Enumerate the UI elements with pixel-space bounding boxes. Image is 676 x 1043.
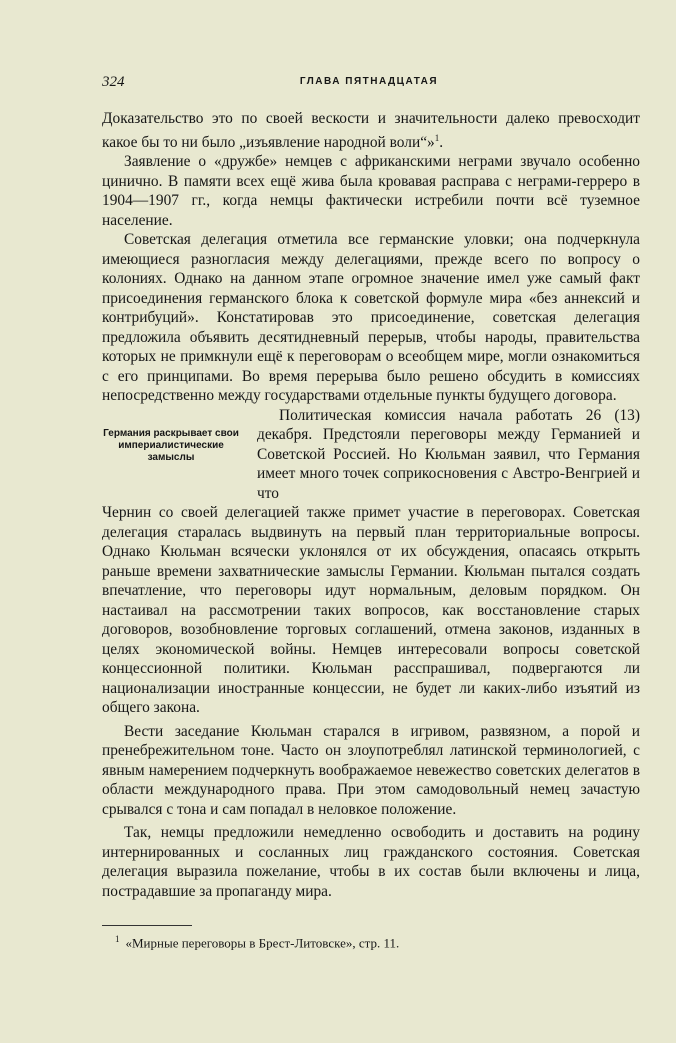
footnote-mark: 1 xyxy=(115,934,120,944)
paragraph-continuation: Чернин со своей делегацией также примет участие в переговорах. Советская делегация старалась выдвинуть на первый план территориальные вопросы. Однако Кюльман всячески уклонялся от их обсуждения, опасаясь открыть раньше времени захватнические замыслы Германии. Кюльман пытался создать впечатление, что переговоры идут нормальным, деловым порядком. Он настаивал на рассмотрении таких вопросов, как восстановление старых договоров, возобновление торговых соглашений, отмена законов, изданных в целях экономической войны. Немцев интересовали вопросы советской концессионной политики. Кюльман расспрашивал, подвергаются ли национализации иностранные концессии, не будет ли каких-либо изъятий из общего закона. xyxy=(102,504,640,717)
paragraph-beside-note xyxy=(257,406,640,504)
margin-note: Германия раскрывает свои империалистические замыслы xyxy=(103,427,239,463)
paragraph-text: Доказательство это по своей вескости и значительности далеко превосходит какое бы то ни было „изъявление народной воли“» xyxy=(102,110,640,151)
footnote xyxy=(115,934,399,951)
paragraph-end: . xyxy=(439,133,444,151)
running-title: ГЛАВА ПЯТНАДЦАТАЯ xyxy=(299,76,439,87)
footnote-divider xyxy=(102,925,192,926)
paragraph-text: Политическая комиссия начала работать 26 (13) декабря. Предстояли переговоры между Германией и Советской Россией. Но Кюльман заявил, что Германия имеет много точек соприкосновения с Австро-Венгрией и что xyxy=(257,406,640,502)
footnote-reference: 1 xyxy=(434,132,440,143)
page-header xyxy=(102,74,636,92)
sidenote-section xyxy=(102,406,640,504)
paragraph: Так, немцы предложили немедленно освободить и доставить на родину интернированных и сосланных лиц гражданского состояния. Советская делегация выразила пожелание, чтобы в их состав были включены и лица, пострадавшие за пропаганду мира. xyxy=(102,824,640,900)
paragraph: Заявление о «дружбе» немцев с африканскими неграми звучало особенно цинично. В памяти всех ещё жива была кровавая расправа с неграми-герреро в 1904—1907 гг., когда немцы фактически истребили почти всё туземное население. xyxy=(102,153,640,229)
main-text xyxy=(102,109,640,901)
paragraph xyxy=(102,109,640,152)
page-number: 324 xyxy=(102,74,125,90)
footnote-text: «Мирные переговоры в Брест-Литовске», стр. 11. xyxy=(125,935,400,951)
paragraph: Вести заседание Кюльман старался в игривом, развязном, а порой и пренебрежительном тоне. Часто он злоупотреблял латинской терминологией, с явным намерением подчеркнуть воображаемое невежество советских делегатов в области международного права. При этом самодовольный немец зачастую срывался с тона и сам попадал в неловкое положение. xyxy=(102,722,640,818)
paragraph: Советская делегация отметила все германские уловки; она подчеркнула имеющиеся разногласия между делегациями, прежде всего по вопросу о колониях. Однако на данном этапе огромное значение имел уже самый факт присоединения германского блока к советской формуле мира «без аннексий и контрибуций». Констатировав это присоединение, советская делегация предложила объявить десятидневный перерыв, чтобы народы, правительства которых не примкнули ещё к переговорам о всеобщем мире, могли ознакомиться с его принципами. Во время перерыва было решено обсудить в комиссиях непосредственно между государствами отдельные пункты будущего договора. xyxy=(102,231,640,405)
